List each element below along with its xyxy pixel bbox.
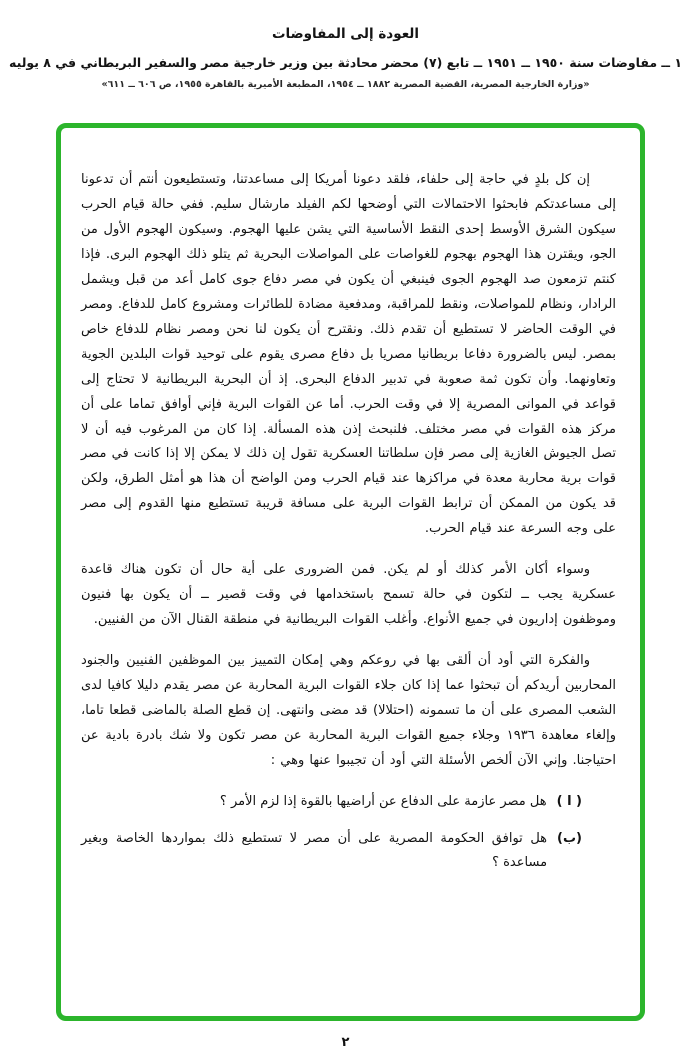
- questions-list: [81, 790, 582, 876]
- scanned-text-body: [81, 168, 616, 876]
- list-item: [81, 790, 582, 815]
- paragraph: والفكرة التي أود أن ألقى بها في روعكم وهي إمكان التمييز بين الموظفين الفنيين والجنود المحاربين أريدكم أن تبحثوا عما إذا كان جلاء القوات البرية المحاربة عن مصر يقدم دليلا كافيا لدى الشعب المصرى على أن ما تسمونه (احتلالا) قد مضى وانتهى. إن قطع الصلة بالماضى قطعا تاما، وإلغاء معاهدة ١٩٣٦ وجلاء جميع القوات البرية المحاربة عن مصر تكون ولا شك بادرة بادية عن احتياجنا. وإني الآن ألخص الأسئلة التي أود أن تجيبوا عنها وهي :: [81, 653, 616, 768]
- source-citation: «وزارة الخارجية المصرية، القضية المصرية ١٨٨٢ ــ ١٩٥٤، المطبعة الأميرية بالقاهرة ١٩٥٥، ص ٦٠٦ ــ ٦١١»: [101, 79, 590, 90]
- question-text: هل توافق الحكومة المصرية على أن مصر لا تستطيع ذلك بمواردها الخاصة وبغير مساعدة ؟: [81, 830, 548, 871]
- page-number: ٢: [341, 1035, 350, 1050]
- question-text: هل مصر عازمة على الدفاع عن أراضيها بالقوة إذا لزم الأمر ؟: [219, 793, 547, 809]
- document-subtitle: ١ ــ مفاوضات سنة ١٩٥٠ ــ ١٩٥١ ــ تابع (٧) محضر محادثة بين وزير خارجية مصر والسفير البريطاني في ٨ يوليه: [9, 55, 682, 70]
- question-label: ( ا ): [556, 793, 582, 809]
- question-label: (ب): [557, 830, 582, 846]
- page-header: [0, 0, 691, 90]
- scanned-document-frame: [56, 123, 645, 1021]
- list-item: [81, 827, 582, 876]
- page-title: العودة إلى المفاوضات: [271, 26, 420, 42]
- paragraph: إن كل بلدٍ في حاجة إلى حلفاء، فلقد دعونا أمريكا إلى مساعدتنا، وتستطيعون أنتم أن تدعونا إلى مساعدتكم فابحثوا الاحتمالات التي أوضحها لكم الفيلد مارشال سليم. ففي حالة قيام الحرب سيكون الشرق الأوسط إحدى النقط الأساسية التي يشن عليها الهجوم. وسيكون الهجوم الأول من الجو، ويقترن هذا الهجوم بهجوم للغواصات على المواصلات البحرية ثم يتلو ذلك الهجوم البرى. فإذا كنتم تزمعون صد الهجوم الجوى فينبغي أن يكون في مصر دفاع جوى كامل أعد من قبل ويشمل الرادار، ونظام للمواصلات، ونقط للمراقبة، ومدفعية مضادة للطائرات ومشروع كامل للدفاع. ومصر في الوقت الحاضر لا تستطيع أن تقدم ذلك. ونقترح أن يكون لنا نحن ومصر نظام للدفاع خاص بمصر. ليس بالضرورة دفاعا بريطانيا مصريا بل دفاع مصرى يقوم على توحيد قوات البلدين الجوية وتعاونهما. وأن تكون ثمة صعوبة في تدبير الدفاع البحرى. إذ أن البحرية البريطانية لا تحتاج إلى قواعد في الموانى المصرية إلا في وقت الحرب. أما عن القوات البرية فإني أوافق تماما على أن مركز هذه القوات في مصر مختلف. فلنبحث إذن هذه المسألة. إذا كان من المرغوب فيه أن لا تصل الجيوش الغازية إلى مصر فإن سلطاتنا العسكرية تقول إن ذلك لا يمكن إلا إذا كانت في مصر قوات برية محاربة معدة في مراكزها عند قيام الحرب ومن الواضح أن هذا هو أمثل الطرق، ولكن قد يكون من الممكن أن ترابط القوات البرية على مسافة قريبة تستطيع منها القدوم إلى مصر على وجه السرعة عند قيام الحرب.: [81, 172, 616, 537]
- paragraph: وسواء أكان الأمر كذلك أو لم يكن. فمن الضرورى على أية حال أن تكون هناك قاعدة عسكرية يجب ــ لتكون في حالة تسمح باستخدامها في وقت قصير ــ أن يكون بها فنيون وموظفون إداريون في جميع الأنواع. وأغلب القوات البريطانية في منطقة القنال الآن من الفنيين.: [81, 562, 616, 628]
